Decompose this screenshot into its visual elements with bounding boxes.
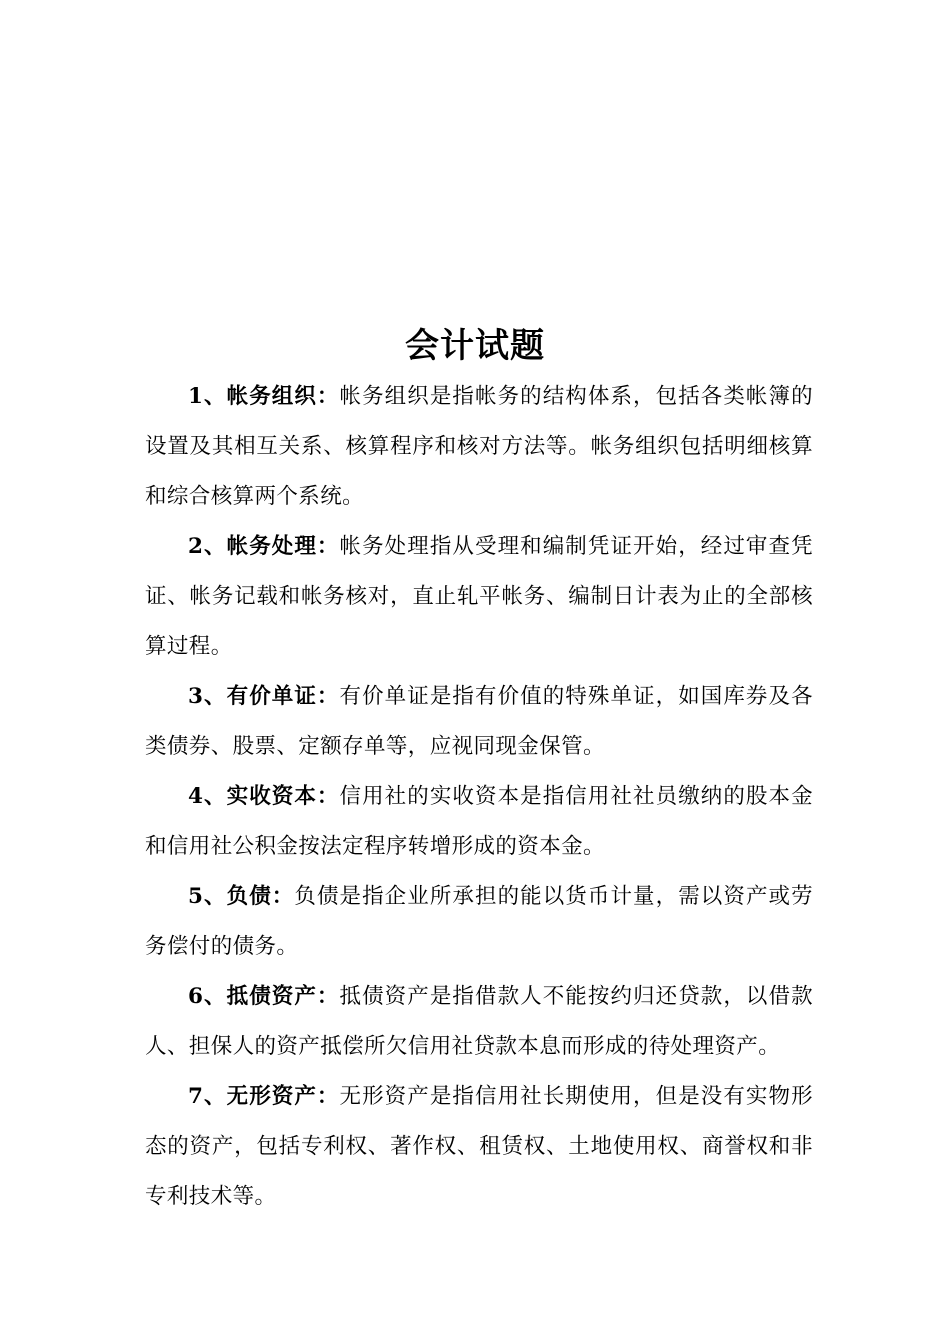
- term-definition: 负债是指企业所承担的能以货币计量，需以资产或劳务偿付的债务。: [145, 884, 813, 959]
- definition-item-4: [145, 772, 813, 872]
- term-label: 1、帐务组织：: [188, 384, 340, 409]
- document-body: [145, 372, 813, 1222]
- definition-item-3: [145, 672, 813, 772]
- term-label: 7、无形资产：: [188, 1084, 340, 1109]
- term-definition: 有价单证是指有价值的特殊单证，如国库券及各类债券、股票、定额存单等，应视同现金保管。: [145, 684, 813, 759]
- term-definition: 帐务组织是指帐务的结构体系，包括各类帐簿的设置及其相互关系、核算程序和核对方法等。帐务组织包括明细核算和综合核算两个系统。: [145, 384, 813, 509]
- term-label: 3、有价单证：: [188, 684, 340, 709]
- term-definition: 抵债资产是指借款人不能按约归还贷款，以借款人、担保人的资产抵偿所欠信用社贷款本息而形成的待处理资产。: [145, 984, 813, 1059]
- term-label: 2、帐务处理：: [188, 534, 340, 559]
- term-label: 6、抵债资产：: [188, 984, 340, 1009]
- term-label: 5、负债：: [188, 884, 295, 909]
- page-title: 会计试题: [405, 326, 545, 366]
- definition-item-6: [145, 972, 813, 1072]
- term-label: 4、实收资本：: [188, 784, 340, 809]
- term-definition: 帐务处理指从受理和编制凭证开始，经过审查凭证、帐务记载和帐务核对，直止轧平帐务、编制日计表为止的全部核算过程。: [145, 534, 813, 659]
- term-definition: 无形资产是指信用社长期使用，但是没有实物形态的资产，包括专利权、著作权、租赁权、土地使用权、商誉权和非专利技术等。: [145, 1084, 813, 1209]
- definition-item-7: [145, 1072, 813, 1222]
- definition-item-2: [145, 522, 813, 672]
- term-definition: 信用社的实收资本是指信用社社员缴纳的股本金和信用社公积金按法定程序转增形成的资本金。: [145, 784, 813, 859]
- definition-item-1: [145, 372, 813, 522]
- definition-item-5: [145, 872, 813, 972]
